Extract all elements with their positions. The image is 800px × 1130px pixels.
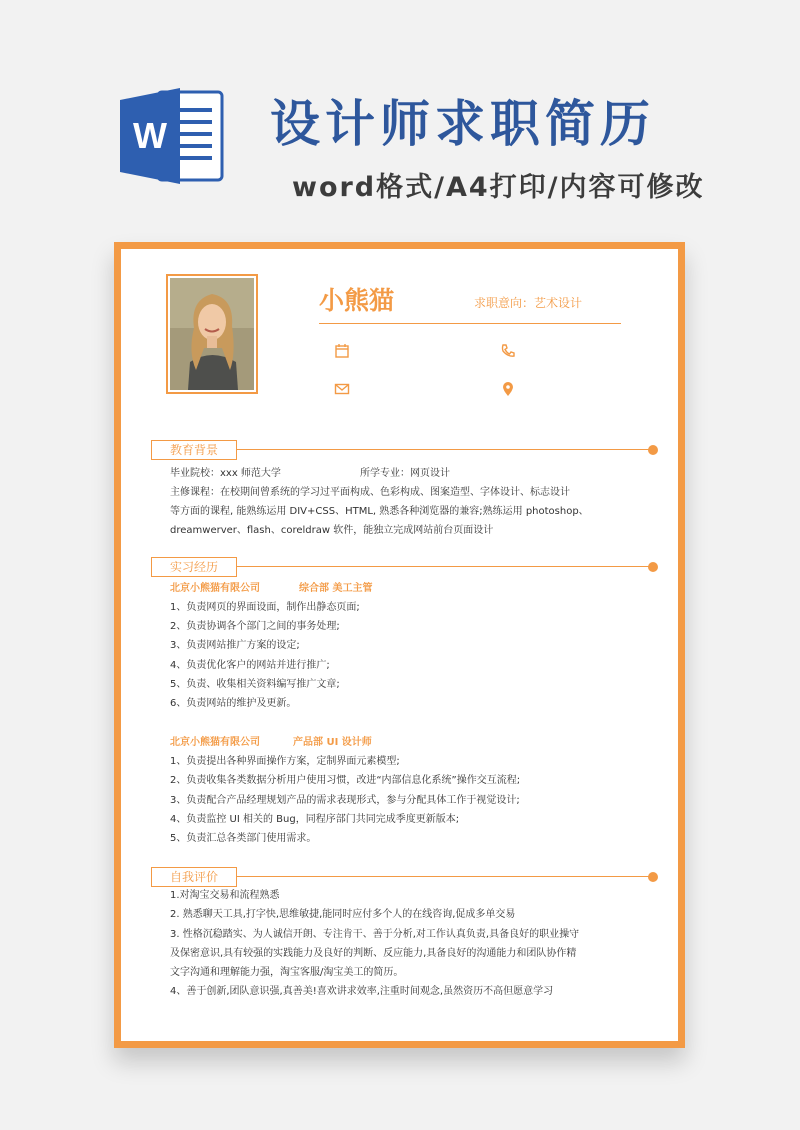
self-eval-line: 2. 熟悉聊天工具,打字快,思维敏捷,能同时应付多个人的在线咨询,促成多单交易 [170, 909, 516, 920]
job-item: 1、负责提出各种界面操作方案，定制界面元素模型; [170, 756, 400, 767]
word-icon-letter: W [133, 115, 167, 156]
job-company: 北京小熊猫有限公司 [170, 583, 260, 594]
phone-icon [500, 343, 516, 359]
self-eval-line: 文字沟通和理解能力强，淘宝客服/淘宝美工的简历。 [170, 967, 404, 978]
job-item: 6、负责网站的维护及更新。 [170, 698, 297, 709]
section-title-education: 教育背景 [151, 440, 237, 460]
job-item: 3、负责配合产品经理规划产品的需求表现形式，参与分配具体工作于视觉设计; [170, 795, 520, 806]
education-line: dreamwerver、flash、coreldraw 软件，能独立完成网站前台页面设计 [170, 525, 494, 536]
section-title-self-eval: 自我评价 [151, 867, 237, 887]
section-line-education [237, 449, 651, 450]
job-item: 2、负责协调各个部门之间的事务处理; [170, 621, 340, 632]
section-dot-self-eval [648, 872, 658, 882]
job-item: 5、负责汇总各类部门使用需求。 [170, 833, 317, 844]
job-item: 3、负责网站推广方案的设定; [170, 640, 300, 651]
section-line-self-eval [237, 876, 651, 877]
mail-icon [334, 381, 350, 397]
education-major: 所学专业：网页设计 [360, 468, 450, 479]
job-intent: 求职意向：艺术设计 [474, 296, 583, 310]
job-role: 综合部 美工主管 [299, 583, 373, 594]
job-role: 产品部 UI 设计师 [293, 737, 372, 748]
self-eval-line: 1.对淘宝交易和流程熟悉 [170, 890, 280, 901]
resume-paper [114, 242, 685, 1048]
self-eval-line: 4、善于创新,团队意识强,真善美!喜欢讲求效率,注重时间观念,虽然资历不高但愿意学习 [170, 986, 554, 997]
banner [0, 0, 800, 240]
calendar-icon [334, 343, 350, 359]
job-item: 1、负责网页的界面设面，制作出静态页面; [170, 602, 360, 613]
word-icon [118, 86, 226, 186]
section-dot-education [648, 445, 658, 455]
job-item: 4、负责监控 UI 相关的 Bug，同程序部门共同完成季度更新版本; [170, 814, 460, 825]
education-school: 毕业院校：xxx 师范大学 [170, 468, 281, 479]
candidate-name: 小熊猫 [319, 286, 395, 315]
header-divider [319, 323, 621, 324]
section-title-internship: 实习经历 [151, 557, 237, 577]
profile-photo [166, 274, 258, 394]
job-company: 北京小熊猫有限公司 [170, 737, 260, 748]
education-line: 等方面的课程, 能熟练运用 DIV+CSS、HTML, 熟悉各种浏览器的兼容;熟练运用 photoshop、 [170, 506, 589, 517]
education-line: 主修课程：在校期间曾系统的学习过平面构成、色彩构成、图案造型、字体设计、标志设计 [170, 487, 570, 498]
job-item: 5、负责、收集相关资料编写推广文章; [170, 679, 340, 690]
section-dot-internship [648, 562, 658, 572]
section-line-internship [237, 566, 651, 567]
job-item: 2、负责收集各类数据分析用户使用习惯，改进“内部信息化系统”操作交互流程; [170, 775, 521, 786]
self-eval-line: 3. 性格沉稳踏实、为人诚信开朗、专注肯干、善于分析,对工作认真负责,具备良好的职业操守 [170, 929, 580, 940]
self-eval-line: 及保密意识,具有较强的实践能力及良好的判断、反应能力,具备良好的沟通能力和团队协作精 [170, 948, 577, 959]
page-title: 设计师求职简历 [270, 95, 655, 153]
profile-photo-image [170, 278, 254, 390]
page-subtitle: word格式/A4打印/内容可修改 [292, 172, 705, 203]
location-icon [500, 381, 516, 397]
job-item: 4、负责优化客户的网站并进行推广; [170, 660, 330, 671]
